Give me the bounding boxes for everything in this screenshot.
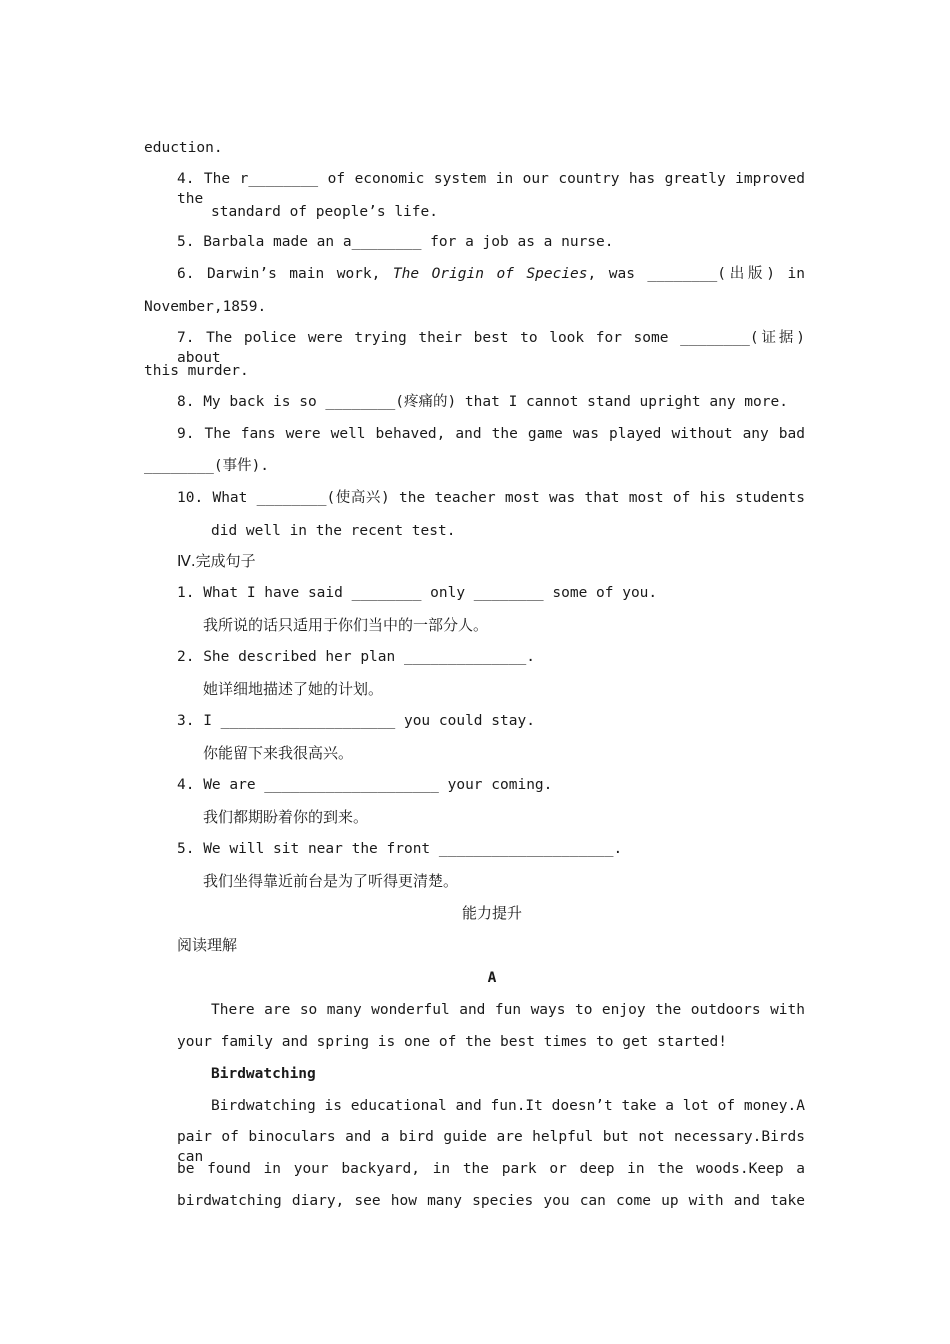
question-4: 4. The r________ of economic system in our country has greatly improved the bbox=[177, 171, 805, 207]
text-line: November,1859. bbox=[144, 299, 267, 315]
question-10: 10. What ________(使高兴) the teacher most was that most of his students bbox=[177, 490, 805, 506]
question-6 bbox=[177, 264, 805, 284]
passage-label: A bbox=[487, 970, 497, 986]
question-7: 7. The police were trying their best to look for some ________(证据) about bbox=[177, 330, 805, 366]
question-9: 9. The fans were well behaved, and the game was played without any bad bbox=[177, 426, 805, 442]
sentence-5: 5. We will sit near the front ____________________. bbox=[177, 841, 623, 857]
text-line: eduction. bbox=[144, 140, 223, 156]
book-title: The Origin of Species bbox=[392, 266, 588, 282]
text-line: this murder. bbox=[144, 363, 249, 379]
passage-line: be found in your backyard, in the park or deep in the woods.Keep a bbox=[177, 1161, 805, 1177]
section-title: 能力提升 bbox=[461, 904, 522, 922]
translation-1: 我所说的话只适用于你们当中的一部分人。 bbox=[203, 616, 489, 634]
sentence-3: 3. I ____________________ you could stay. bbox=[177, 713, 535, 729]
text-line: ________(事件). bbox=[144, 458, 270, 474]
question-8: 8. My back is so ________(疼痛的) that I cannot stand upright any more. bbox=[177, 394, 788, 410]
passage-line: Birdwatching is educational and fun.It doesn’t take a lot of money.A bbox=[211, 1098, 805, 1114]
text-line: did well in the recent test. bbox=[211, 523, 456, 539]
passage-line: pair of binoculars and a bird guide are helpful but not necessary.Birds can bbox=[177, 1129, 805, 1165]
translation-3: 你能留下来我很高兴。 bbox=[203, 744, 354, 762]
passage-line: your family and spring is one of the best times to get started! bbox=[177, 1034, 727, 1050]
sentence-1: 1. What I have said ________ only ________ some of you. bbox=[177, 585, 658, 601]
section-heading: Ⅳ.完成句子 bbox=[177, 552, 256, 570]
subsection-heading: 阅读理解 bbox=[177, 936, 238, 954]
sentence-2: 2. She described her plan ______________. bbox=[177, 649, 535, 665]
passage-line: birdwatching diary, see how many species you can come up with and take bbox=[177, 1193, 805, 1209]
sentence-4: 4. We are ____________________ your coming. bbox=[177, 777, 553, 793]
text-line: standard of people’s life. bbox=[211, 204, 438, 220]
passage-line: There are so many wonderful and fun ways to enjoy the outdoors with bbox=[211, 1002, 805, 1018]
question-5: 5. Barbala made an a________ for a job as a nurse. bbox=[177, 234, 614, 250]
passage-subheading: Birdwatching bbox=[211, 1066, 316, 1082]
question-6-text-a: 6. Darwin’s main work, bbox=[177, 266, 393, 282]
question-6-text-b: , was ________(出版) in bbox=[587, 266, 805, 282]
translation-5: 我们坐得靠近前台是为了听得更清楚。 bbox=[203, 872, 459, 890]
translation-2: 她详细地描述了她的计划。 bbox=[203, 680, 384, 698]
translation-4: 我们都期盼着你的到来。 bbox=[203, 808, 369, 826]
